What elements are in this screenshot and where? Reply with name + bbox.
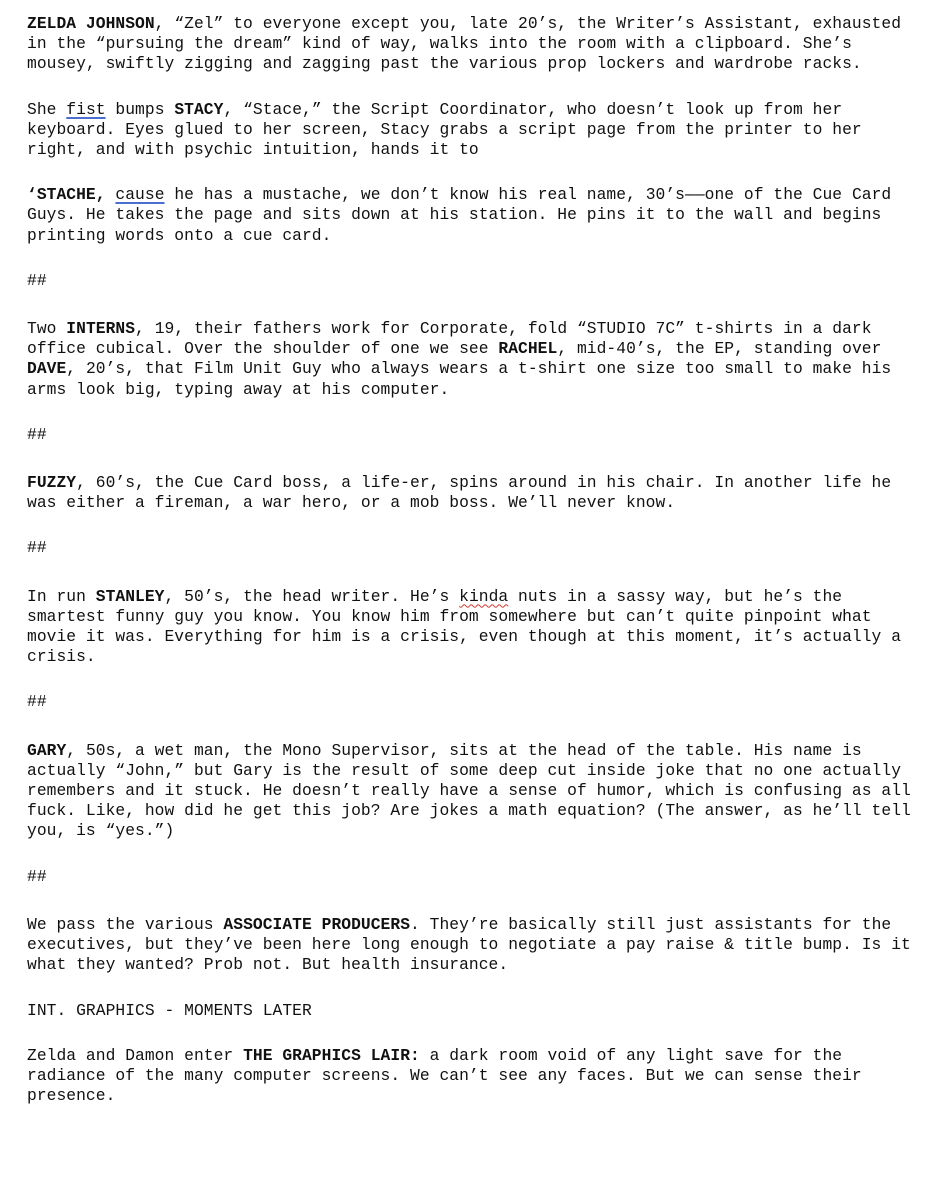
text-run: he has a mustache, we don’t know his real name, 30’s——one of the Cue Card Guys. He takes the page and sits down at his station. He pins it to the wall and begins printing words onto a cue card. bbox=[27, 185, 902, 245]
text-run: a dark room void of any light save for the radiance of the many computer screens. We can’t see any faces. But we can sense their presence. bbox=[27, 1045, 872, 1106]
text-run: Zelda and Damon enter bbox=[27, 1045, 244, 1065]
text-run: , 60’s, the Cue Card boss, a life-er, spins around in his chair. In another life he was either a fireman, a war hero, or a mob boss. We’ll never know. bbox=[27, 473, 902, 513]
scene-heading bbox=[27, 1001, 917, 1021]
character-name: DAVE bbox=[27, 359, 67, 379]
text-run: ## bbox=[27, 866, 47, 886]
text-run: , mid-40’s, the EP, standing over bbox=[557, 339, 892, 359]
spelling-error-word[interactable]: kinda bbox=[459, 586, 509, 606]
text-run: nuts in a sassy way, but he’s the smartest funny guy you know. You know him from somewhere but can’t quite pinpoint what movie it was. Everything for him is a crisis, even though at this moment, it’s actually a crisis. bbox=[27, 586, 911, 667]
character-name: STACY bbox=[174, 99, 224, 119]
action-paragraph-graphics-lair-intro bbox=[27, 1046, 917, 1107]
text-run: She bbox=[27, 99, 67, 119]
text-run: , 20’s, that Film Unit Guy who always wears a t-shirt one size too small to make his arms look big, typing away at his computer. bbox=[27, 359, 902, 399]
text-run bbox=[106, 185, 116, 204]
character-name: ASSOCIATE PRODUCERS bbox=[223, 914, 411, 934]
action-paragraph-fuzzy-intro bbox=[27, 473, 917, 513]
text-run: ## bbox=[27, 424, 47, 444]
text-run: , “Stace,” the Script Coordinator, who doesn’t look up from her keyboard. Eyes glued to her screen, Stacy grabs a script page from the printer to her right, and with psychic intuition, hands it to bbox=[27, 99, 872, 160]
text-run: INT. GRAPHICS - MOMENTS LATER bbox=[27, 1000, 312, 1020]
text-run: Two bbox=[27, 319, 67, 339]
scene-separator bbox=[27, 538, 917, 558]
scene-separator bbox=[27, 867, 917, 887]
text-run: ## bbox=[27, 538, 47, 558]
action-paragraph-associate-producers-intro bbox=[27, 914, 921, 976]
action-paragraph-stanley-intro bbox=[27, 587, 917, 668]
action-paragraph-stache-intro bbox=[27, 185, 917, 246]
action-paragraph-gary-intro bbox=[27, 740, 921, 842]
grammar-suggestion-word[interactable]: cause bbox=[115, 185, 165, 205]
text-run: , 19, their fathers work for Corporate, fold “STUDIO 7C” t-shirts in a dark office cubical. Over the shoulder of one we see bbox=[27, 319, 882, 359]
character-name: ZELDA JOHNSON bbox=[27, 14, 155, 33]
character-name: STANLEY bbox=[95, 586, 165, 606]
action-paragraph-interns-intro bbox=[27, 319, 917, 400]
character-name: FUZZY bbox=[27, 473, 77, 493]
character-name: INTERNS bbox=[66, 319, 136, 339]
character-name: THE GRAPHICS LAIR: bbox=[243, 1045, 420, 1065]
text-run: bumps bbox=[105, 99, 175, 119]
character-name: RACHEL bbox=[498, 339, 558, 359]
character-name: GARY bbox=[27, 740, 67, 760]
text-run: We pass the various bbox=[27, 914, 224, 934]
scene-separator bbox=[27, 425, 917, 445]
action-paragraph-zelda-intro bbox=[27, 14, 917, 75]
scene-separator bbox=[27, 692, 917, 712]
text-run: ## bbox=[27, 270, 47, 290]
action-paragraph-stacy-intro bbox=[27, 100, 917, 161]
grammar-suggestion-word[interactable]: fist bbox=[66, 99, 106, 119]
text-run: . They’re basically still just assistants for the executives, but they’ve been here long enough to negotiate a pay raise & title bump. Is it what they wanted? Prob not. But health insurance. bbox=[27, 914, 921, 975]
scene-separator bbox=[27, 271, 917, 291]
text-run: , 50’s, the head writer. He’s bbox=[164, 586, 460, 606]
character-name: ‘STACHE, bbox=[27, 185, 106, 205]
screenplay-page bbox=[27, 14, 921, 1131]
text-run: ## bbox=[27, 692, 47, 712]
text-run: , 50s, a wet man, the Mono Supervisor, sits at the head of the table. His name is actually “John,” but Gary is the result of some deep cut inside joke that no one actually remembers and it stuck. He doesn’t really have a sense of humor, which is confusing as all fuck. Like, how did he get this job? Are jokes a math equation? (The answer, as he’ll tell you, is “yes.”) bbox=[27, 740, 921, 841]
text-run: , “Zel” to everyone except you, late 20’s, the Writer’s Assistant, exhausted in the “pursuing the dream” kind of way, walks into the room with a clipboard. She’s mousey, swiftly zigging and zagging past the various prop lockers and wardrobe racks. bbox=[27, 14, 911, 74]
text-run: In run bbox=[27, 586, 96, 606]
